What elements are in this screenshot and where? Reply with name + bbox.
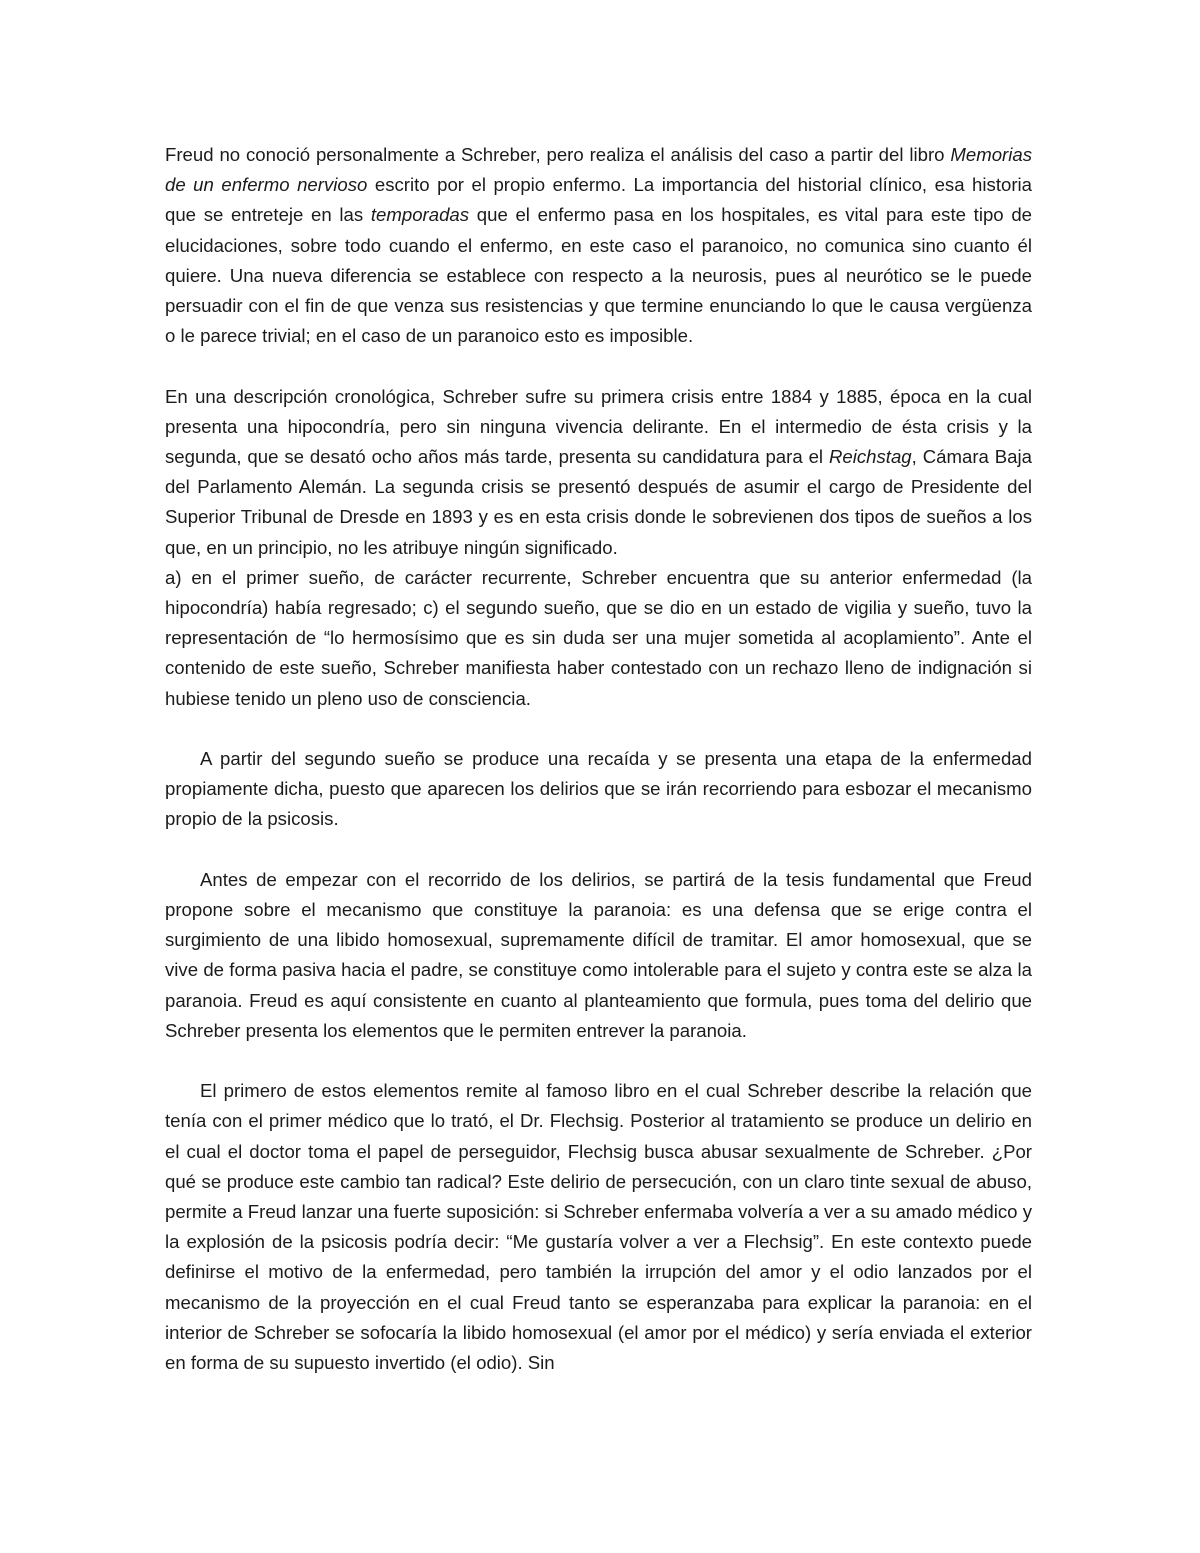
italic-term: Reichstag	[828, 446, 912, 468]
paragraph-thesis: Antes de empezar con el recorrido de los delirios, se partirá de la tesis fundamental que Freud propone sobre el mecanismo que constituye la paranoia: es una defensa que se erige contra el surgimiento de una libido homosexual, supremamente difícil de tramitar. El amor homosexual, que se vive de forma pasiva hacia el padre, se constituye como intolerable para el sujeto y contra este se alza la paranoia. Freud es aquí consistente en cuanto al planteamiento que formula, pues toma del delirio que Schreber presenta los elementos que le permiten entrever la paranoia.	[165, 868, 1032, 1041]
paragraph-relapse: A partir del segundo sueño se produce una recaída y se presenta una etapa de la enfermedad propiamente dicha, puesto que aparecen los delirios que se irán recorriendo para esbozar el mecanismo propio de la psicosis.	[165, 748, 1032, 830]
document-page	[165, 140, 1032, 1378]
book-title: Memorias de un enfermo nervioso	[165, 144, 1032, 196]
text-run: Freud no conoció personalmente a Schreber, pero realiza el análisis del caso a partir del libro	[165, 144, 951, 165]
paragraph-dreams: a) en el primer sueño, de carácter recurrente, Schreber encuentra que su anterior enfermedad (la hipocondría) había regresado; c) el segundo sueño, que se dio en un estado de vigilia y sueño, tuvo la representación de “lo hermosísimo que es sin duda ser una mujer sometida al acoplamiento”. Ante el contenido de este sueño, Schreber manifiesta haber contestado con un rechazo lleno de indignación si hubiese tenido un pleno uso de consciencia.	[165, 566, 1032, 709]
italic-term: temporadas	[370, 204, 470, 226]
text-run: En una descripción cronológica, Schreber sufre su primera crisis entre 1884 y 1885, época en la cual presenta una hipocondría, pero sin ninguna vivencia delirante. En el intermedio de ésta crisis y la segunda, que se desató ocho años más tarde, presenta su candidatura para el	[165, 385, 1032, 468]
paragraph-chronology	[165, 382, 1032, 563]
paragraph-intro	[165, 140, 1032, 351]
text-run: , Cámara Baja del Parlamento Alemán. La segunda crisis se presentó después de asumir el cargo de Presidente del Superior Tribunal de Dresde en 1893 y es en esta crisis donde le sobrevienen dos tipos de sueños a los que, en un principio, no les atribuye ningún significado.	[165, 446, 1032, 558]
text-run: que el enfermo pasa en los hospitales, es vital para este tipo de elucidaciones, sobre todo cuando el enfermo, en este caso el paranoico, no comunica sino cuanto él quiere. Una nueva diferencia se establece con respecto a la neurosis, pues al neurótico se le puede persuadir con el fin de que venza sus resistencias y que termine enunciando lo que le causa vergüenza o le parece trivial; en el caso de un paranoico esto es imposible.	[165, 204, 1032, 347]
paragraph-flechsig: El primero de estos elementos remite al famoso libro en el cual Schreber describe la relación que tenía con el primer médico que lo trató, el Dr. Flechsig. Posterior al tratamiento se produce un delirio en el cual el doctor toma el papel de perseguidor, Flechsig busca abusar sexualmente de Schreber. ¿Por qué se produce este cambio tan radical? Este delirio de persecución, con un claro tinte sexual de abuso, permite a Freud lanzar una fuerte suposición: si Schreber enfermaba volvería a ver a su amado médico y la explosión de la psicosis podría decir: “Me gustaría volver a ver a Flechsig”. En este contexto puede definirse el motivo de la enfermedad, pero también la irrupción del amor y el odio lanzados por el mecanismo de la proyección en el cual Freud tanto se esperanzaba para explicar la paranoia: en el interior de Schreber se sofocaría la libido homosexual (el amor por el médico) y sería enviada el exterior en forma de su supuesto invertido (el odio). Sin	[165, 1080, 1032, 1374]
text-run: escrito por el propio enfermo. La importancia del historial clínico, esa historia que se entreteje en las	[165, 174, 1032, 226]
